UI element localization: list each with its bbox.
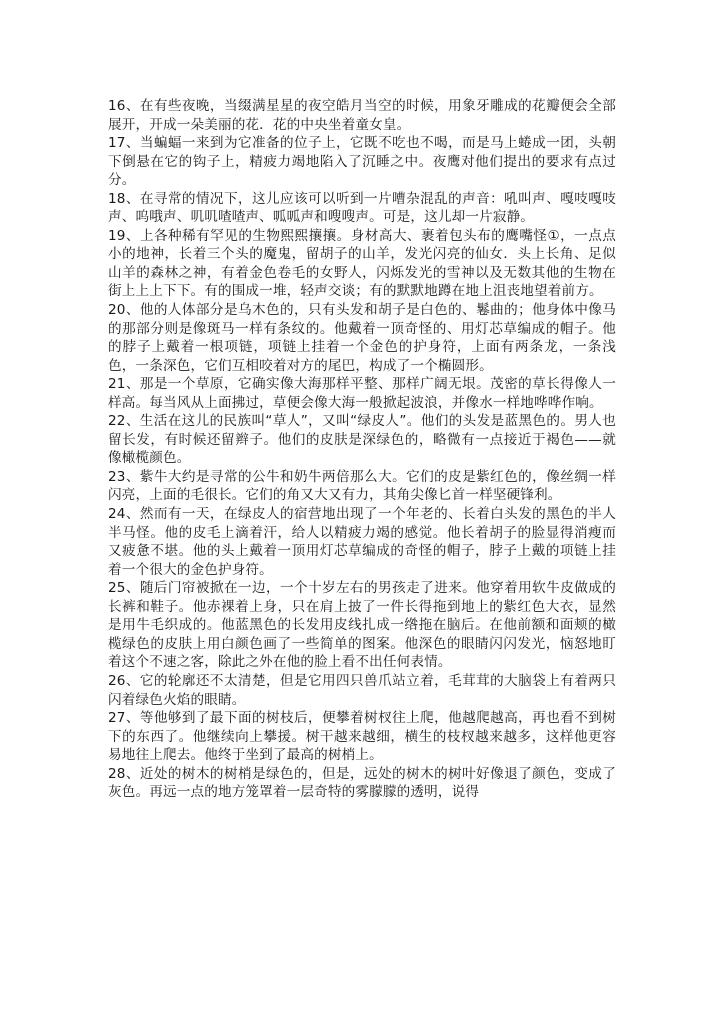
paragraph-28: 28、近处的树木的树梢是绿色的，但是，远处的树木的树叶好像退了颜色，变成了灰色。再远一点的地方笼罩着一层奇特的雾朦朦的透明，说得 (108, 765, 616, 801)
document-body (108, 97, 616, 802)
paragraph-26: 26、它的轮廓还不太清楚，但是它用四只兽爪站立着，毛茸茸的大脑袋上有着两只闪着绿色火焰的眼睛。 (108, 672, 616, 708)
paragraph-24: 24、然而有一天，在绿皮人的宿营地出现了一个年老的、长着白头发的黑色的半人半马怪。他的皮毛上滴着汗，给人以精疲力竭的感觉。他长着胡子的脸显得消瘦而又疲惫不堪。他的头上戴着一顶用灯芯草编成的奇怪的帽子，脖子上戴的项链上挂着一个很大的金色护身符。 (108, 506, 616, 578)
paragraph-25: 25、随后门帘被掀在一边，一个十岁左右的男孩走了进来。他穿着用软牛皮做成的长裤和鞋子。他赤裸着上身，只在肩上披了一件长得拖到地上的紫红色大衣，显然是用牛毛织成的。他蓝黑色的长发用皮线扎成一绺拖在脑后。在他前额和面颊的橄榄绿色的皮肤上用白颜色画了一些简单的图案。他深色的眼睛闪闪发光，恼怒地盯着这个不速之客，除此之外在他的脸上看不出任何表情。 (108, 580, 616, 671)
paragraph-16: 16、在有些夜晚，当缀满星星的夜空皓月当空的时候，用象牙雕成的花瓣便会全部展开，开成一朵美丽的花．花的中央坐着童女皇。 (108, 98, 616, 133)
paragraph-20: 20、他的人体部分是乌木色的，只有头发和胡子是白色的、鬈曲的；他身体中像马的那部分则是像斑马一样有条纹的。他戴着一顶奇怪的、用灯芯草编成的帽子。他的脖子上戴着一根项链，项链上挂着一个金色的护身符，上面有两条龙，一条浅色，一条深色，它们互相咬着对方的尾巴，构成了一个椭圆形。 (108, 302, 616, 374)
paragraph-18: 18、在寻常的情况下，这儿应该可以听到一片嘈杂混乱的声音：吼叫声、嘎吱嘎吱声、呜哦声、叽叽喳喳声、呱呱声和嗖嗖声。可是，这儿却一片寂静。 (108, 190, 616, 226)
paragraph-22: 22、生活在这儿的民族叫“草人”，又叫“绿皮人”。他们的头发是蓝黑色的。男人也留长发，有时候还留辫子。他们的皮肤是深绿色的，略微有一点接近于褐色——就像橄榄颜色。 (108, 413, 616, 467)
paragraph-19: 19、上各种稀有罕见的生物熙熙攘攘。身材高大、裹着包头布的鹰嘴怪①，一点点小的地神，长着三个头的魔鬼，留胡子的山羊，发光闪亮的仙女．头上长角、足似山羊的森林之神，有着金色卷毛的女野人，闪烁发光的雪神以及无数其他的生物在街上上上下下。有的围成一堆，轻声交谈；有的默默地蹲在地上沮丧地望着前方。 (108, 227, 616, 300)
paragraph-21: 21、那是一个草原，它确实像大海那样平整、那样广阔无垠。茂密的草长得像人一样高。每当风从上面拂过，草便会像大海一般掀起波浪，并像水一样地哗哗作响。 (108, 376, 616, 411)
paragraph-27: 27、等他够到了最下面的树枝后，便攀着树杈往上爬，他越爬越高，再也看不到树下的东西了。他继续向上攀援。树干越来越细，横生的枝杈越来越多，这样他更容易地往上爬去。他终于坐到了最高的树梢上。 (108, 710, 616, 764)
paragraph-17: 17、当蝙蝠一来到为它准备的位子上，它既不吃也不喝，而是马上蜷成一团，头朝下倒悬在它的钩子上，精疲力竭地陷入了沉睡之中。夜鹰对他们提出的要求有点过分。 (108, 135, 616, 189)
paragraph-23: 23、紫牛大约是寻常的公牛和奶牛两倍那么大。它们的皮是紫红色的，像丝绸一样闪亮，上面的毛很长。它们的角又大又有力，其角尖像匕首一样坚硬锋利。 (108, 468, 616, 504)
